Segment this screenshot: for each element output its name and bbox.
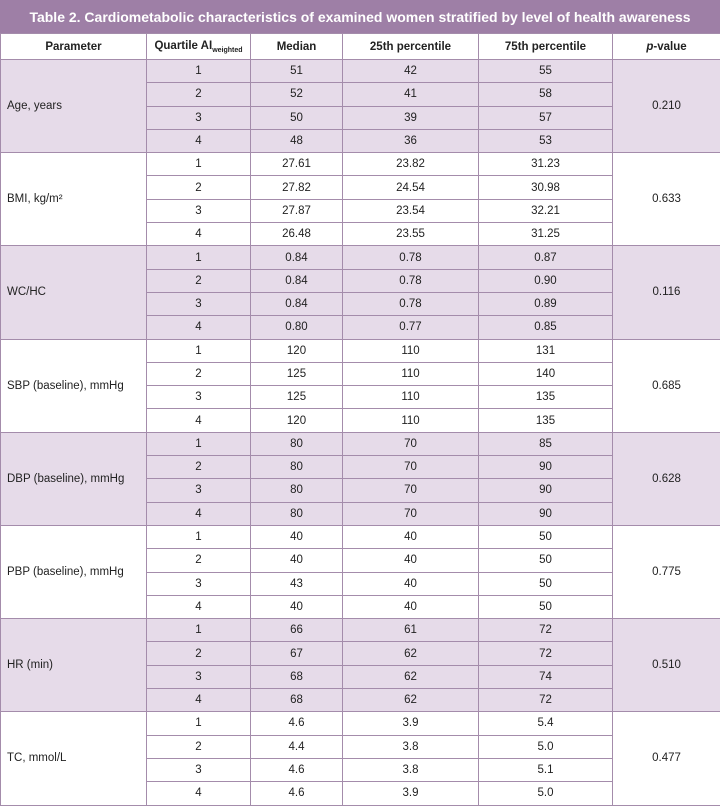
median-cell: 50 [251,106,343,129]
table-body [1,60,720,806]
header-quartile-subscript: weighted [212,47,242,54]
header-quartile [147,34,251,60]
p75-cell: 90 [479,502,613,525]
p25-cell: 42 [343,60,479,83]
median-cell: 52 [251,83,343,106]
p75-cell: 0.87 [479,246,613,269]
parameter-cell: HR (min) [1,619,147,712]
p25-cell: 41 [343,83,479,106]
p75-cell: 0.85 [479,316,613,339]
quartile-cell: 1 [147,525,251,548]
p75-cell: 32.21 [479,199,613,222]
quartile-cell: 3 [147,292,251,315]
median-cell: 125 [251,386,343,409]
quartile-cell: 3 [147,479,251,502]
p25-cell: 40 [343,549,479,572]
parameter-cell: TC, mmol/L [1,712,147,805]
table-row [1,153,720,176]
table-row [1,246,720,269]
median-cell: 0.80 [251,316,343,339]
p25-cell: 70 [343,432,479,455]
quartile-cell: 2 [147,83,251,106]
p25-cell: 0.78 [343,269,479,292]
p25-cell: 40 [343,595,479,618]
p25-cell: 24.54 [343,176,479,199]
p25-cell: 110 [343,339,479,362]
quartile-cell: 1 [147,432,251,455]
p25-cell: 110 [343,362,479,385]
p25-cell: 61 [343,619,479,642]
p25-cell: 0.77 [343,316,479,339]
p75-cell: 90 [479,479,613,502]
p75-cell: 135 [479,386,613,409]
median-cell: 80 [251,456,343,479]
p25-cell: 23.82 [343,153,479,176]
p25-cell: 0.78 [343,292,479,315]
parameter-cell: PBP (baseline), mmHg [1,525,147,618]
p25-cell: 3.9 [343,712,479,735]
p25-cell: 110 [343,386,479,409]
p75-cell: 5.4 [479,712,613,735]
quartile-cell: 4 [147,689,251,712]
quartile-cell: 3 [147,106,251,129]
median-cell: 120 [251,339,343,362]
quartile-cell: 1 [147,153,251,176]
median-cell: 68 [251,665,343,688]
parameter-cell: SBP (baseline), mmHg [1,339,147,432]
quartile-cell: 3 [147,386,251,409]
p-value-cell: 0.633 [613,153,720,246]
median-cell: 0.84 [251,269,343,292]
median-cell: 4.4 [251,735,343,758]
p25-cell: 39 [343,106,479,129]
median-cell: 26.48 [251,223,343,246]
p-value-cell: 0.210 [613,60,720,153]
p-value-cell: 0.510 [613,619,720,712]
p75-cell: 50 [479,595,613,618]
median-cell: 51 [251,60,343,83]
median-cell: 43 [251,572,343,595]
median-cell: 27.82 [251,176,343,199]
quartile-cell: 2 [147,642,251,665]
quartile-cell: 2 [147,362,251,385]
median-cell: 4.6 [251,712,343,735]
p75-cell: 0.89 [479,292,613,315]
median-cell: 125 [251,362,343,385]
table-row [1,432,720,455]
p25-cell: 62 [343,665,479,688]
median-cell: 80 [251,502,343,525]
p75-cell: 85 [479,432,613,455]
p25-cell: 70 [343,479,479,502]
p75-cell: 72 [479,689,613,712]
quartile-cell: 1 [147,60,251,83]
quartile-cell: 1 [147,712,251,735]
quartile-cell: 4 [147,595,251,618]
p25-cell: 3.8 [343,735,479,758]
median-cell: 0.84 [251,246,343,269]
quartile-cell: 4 [147,502,251,525]
p25-cell: 3.9 [343,782,479,805]
table-row [1,525,720,548]
median-cell: 80 [251,432,343,455]
median-cell: 67 [251,642,343,665]
p75-cell: 50 [479,525,613,548]
quartile-cell: 2 [147,456,251,479]
p75-cell: 50 [479,572,613,595]
p75-cell: 72 [479,619,613,642]
quartile-cell: 1 [147,619,251,642]
quartile-cell: 1 [147,339,251,362]
p-value-cell: 0.477 [613,712,720,805]
p75-cell: 55 [479,60,613,83]
quartile-cell: 2 [147,735,251,758]
p75-cell: 140 [479,362,613,385]
p25-cell: 110 [343,409,479,432]
quartile-cell: 3 [147,758,251,781]
header-p-value-rest: -value [653,41,686,53]
quartile-cell: 3 [147,199,251,222]
quartile-cell: 4 [147,223,251,246]
header-median: Median [251,34,343,60]
quartile-cell: 3 [147,665,251,688]
header-row [1,34,720,60]
p75-cell: 57 [479,106,613,129]
median-cell: 0.84 [251,292,343,315]
median-cell: 40 [251,525,343,548]
median-cell: 40 [251,595,343,618]
p75-cell: 74 [479,665,613,688]
header-25th-percentile: 25th percentile [343,34,479,60]
median-cell: 48 [251,129,343,152]
quartile-cell: 4 [147,409,251,432]
parameter-cell: WC/HC [1,246,147,339]
p25-cell: 36 [343,129,479,152]
median-cell: 40 [251,549,343,572]
p75-cell: 53 [479,129,613,152]
p75-cell: 131 [479,339,613,362]
quartile-cell: 3 [147,572,251,595]
median-cell: 4.6 [251,758,343,781]
p-value-cell: 0.775 [613,525,720,618]
median-cell: 4.6 [251,782,343,805]
median-cell: 68 [251,689,343,712]
p75-cell: 90 [479,456,613,479]
median-cell: 27.61 [251,153,343,176]
p75-cell: 5.0 [479,735,613,758]
table-row [1,619,720,642]
parameter-cell: BMI, kg/m² [1,153,147,246]
p75-cell: 50 [479,549,613,572]
header-75th-percentile: 75th percentile [479,34,613,60]
p25-cell: 3.8 [343,758,479,781]
table-row [1,339,720,362]
parameter-cell: Age, years [1,60,147,153]
p25-cell: 23.54 [343,199,479,222]
p25-cell: 70 [343,502,479,525]
p-value-cell: 0.116 [613,246,720,339]
p25-cell: 40 [343,572,479,595]
header-quartile-label: Quartile AI [154,40,212,52]
median-cell: 120 [251,409,343,432]
header-p-value-italic: p [646,41,653,53]
median-cell: 66 [251,619,343,642]
median-cell: 27.87 [251,199,343,222]
p-value-cell: 0.685 [613,339,720,432]
p75-cell: 0.90 [479,269,613,292]
p75-cell: 30.98 [479,176,613,199]
p75-cell: 58 [479,83,613,106]
median-cell: 80 [251,479,343,502]
quartile-cell: 2 [147,549,251,572]
p75-cell: 31.23 [479,153,613,176]
data-table [0,33,720,806]
p25-cell: 62 [343,642,479,665]
p25-cell: 23.55 [343,223,479,246]
header-parameter: Parameter [1,34,147,60]
p75-cell: 135 [479,409,613,432]
table-row [1,60,720,83]
p75-cell: 5.1 [479,758,613,781]
p25-cell: 0.78 [343,246,479,269]
p75-cell: 5.0 [479,782,613,805]
quartile-cell: 2 [147,269,251,292]
quartile-cell: 4 [147,316,251,339]
p75-cell: 31.25 [479,223,613,246]
p-value-cell: 0.628 [613,432,720,525]
p25-cell: 40 [343,525,479,548]
p75-cell: 72 [479,642,613,665]
header-p-value [613,34,720,60]
table-row [1,712,720,735]
quartile-cell: 2 [147,176,251,199]
p25-cell: 70 [343,456,479,479]
p25-cell: 62 [343,689,479,712]
table-title: Table 2. Cardiometabolic characteristics of examined women stratified by level of health awareness [0,0,720,33]
quartile-cell: 4 [147,129,251,152]
quartile-cell: 4 [147,782,251,805]
quartile-cell: 1 [147,246,251,269]
parameter-cell: DBP (baseline), mmHg [1,432,147,525]
table-header [1,34,720,60]
